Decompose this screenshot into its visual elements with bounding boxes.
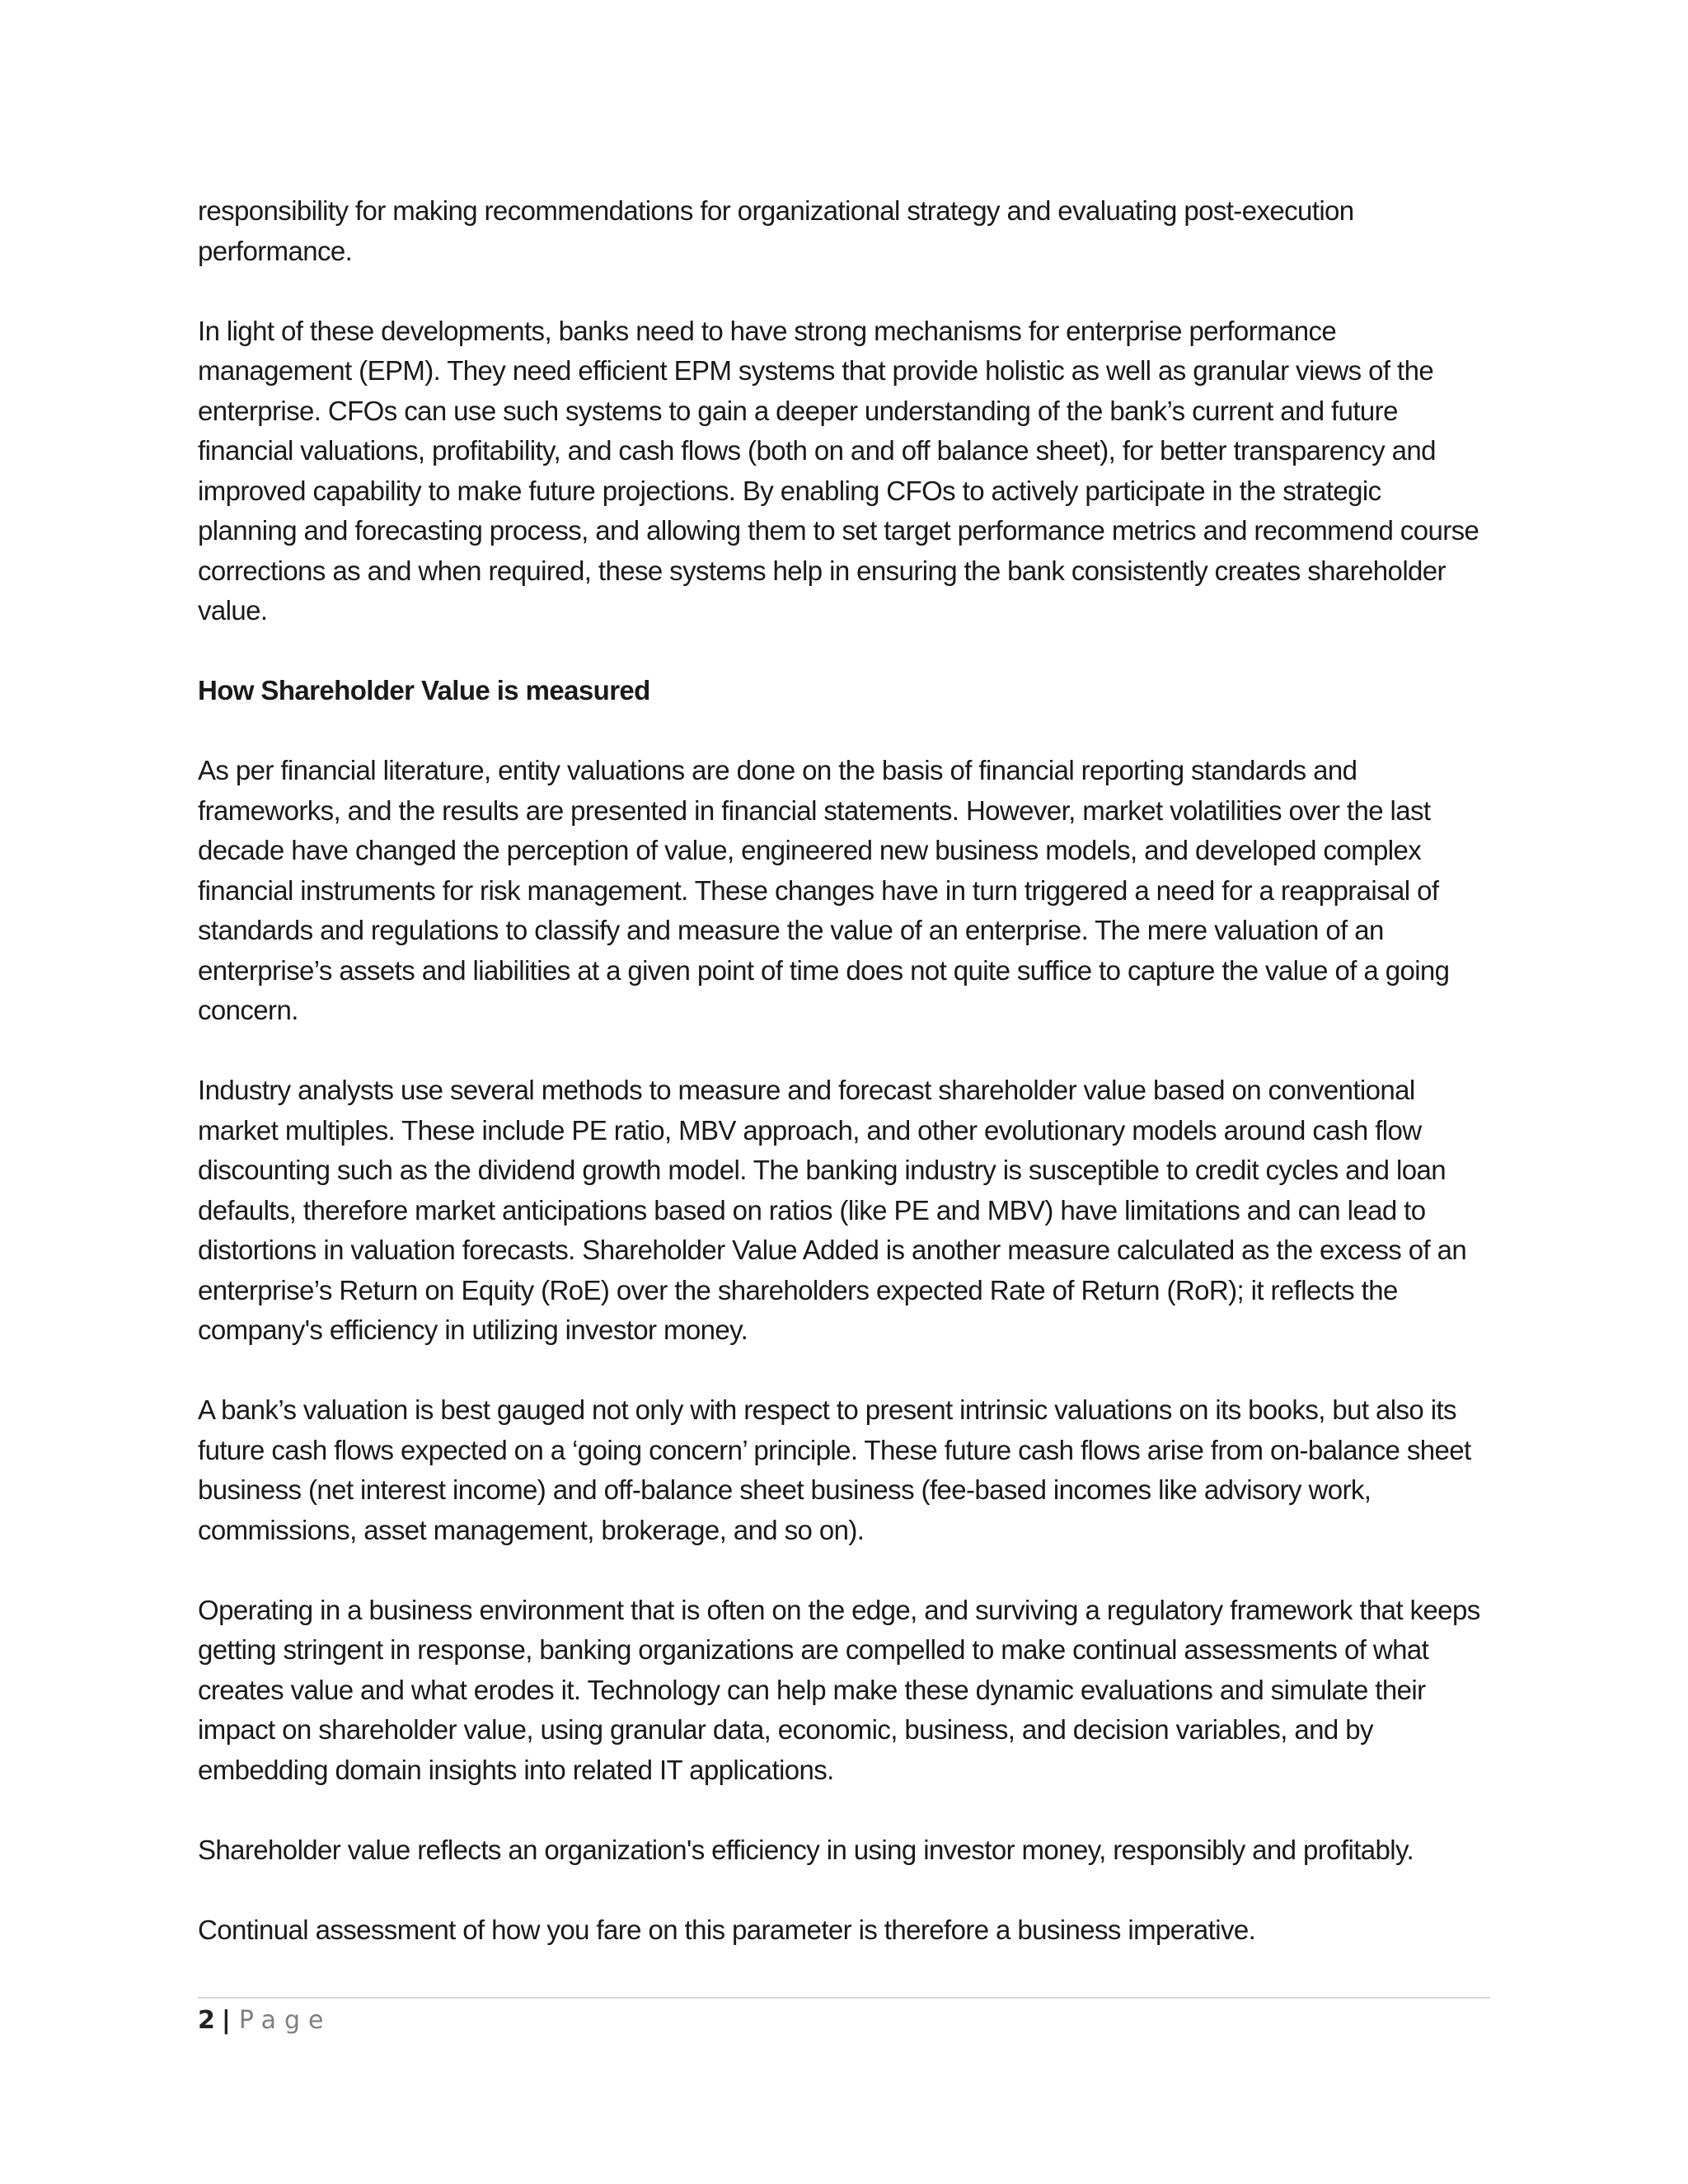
- footer-divider: [198, 1997, 1490, 1999]
- paragraph-shareholder-value: Shareholder value reflects an organization's efficiency in using investor money, responsibly and profitably.: [198, 1834, 1414, 1865]
- page-label: Page: [238, 2006, 332, 2035]
- paragraph-industry-analysts: Industry analysts use several methods to measure and forecast shareholder value based on conventional market multiples. These include PE ratio, MBV approach, and other evolutionary models around cash flow discounting such as the dividend growth model. The banking industry is susceptible to credit cycles and loan defaults, therefore market anticipations based on ratios (like PE and MBV) have limitations and can lead to distortions in valuation forecasts. Shareholder Value Added is another measure calculated as the excess of an enterprise’s Return on Equity (RoE) over the shareholders expected Rate of Return (RoR); it reflects the company's efficiency in utilizing investor money.: [198, 1075, 1467, 1345]
- paragraph-bank-valuation: A bank’s valuation is best gauged not only with respect to present intrinsic valuations on its books, but also its future cash flows expected on a ‘going concern’ principle. These future cash flows arise from on-balance sheet business (net interest income) and off-balance sheet business (fee-based incomes like advisory work, commissions, asset management, brokerage, and so on).: [198, 1394, 1471, 1545]
- paragraph-responsibility: responsibility for making recommendations for organizational strategy and evaluating post-execution performance.: [198, 195, 1354, 266]
- paragraph-continual-assessment: Continual assessment of how you fare on this parameter is therefore a business imperative.: [198, 1914, 1256, 1945]
- page-number: 2: [198, 2006, 215, 2035]
- paragraph-operating-environment: Operating in a business environment that is often on the edge, and surviving a regulatory framework that keeps getting stringent in response, banking organizations are compelled to make continual assessments of what creates value and what erodes it. Technology can help make these dynamic evaluations and simulate their impact on shareholder value, using granular data, economic, business, and decision variables, and by embedding domain insights into related IT applications.: [198, 1594, 1480, 1785]
- page-footer: [198, 2004, 331, 2037]
- section-heading: How Shareholder Value is measured: [198, 675, 650, 705]
- footer-separator: |: [221, 2006, 231, 2035]
- paragraph-financial-literature: As per financial literature, entity valuations are done on the basis of financial reporting standards and frameworks, and the results are presented in financial statements. However, market volatilities over the last decade have changed the perception of value, engineered new business models, and developed complex financial instruments for risk management. These changes have in turn triggered a need for a reappraisal of standards and regulations to classify and measure the value of an enterprise. The mere valuation of an enterprise’s assets and liabilities at a given point of time does not quite suffice to capture the value of a going concern.: [198, 755, 1450, 1025]
- document-body: [198, 191, 1484, 1990]
- paragraph-epm: In light of these developments, banks need to have strong mechanisms for enterprise performance management (EPM). They need efficient EPM systems that provide holistic as well as granular views of the enterprise. CFOs can use such systems to gain a deeper understanding of the bank’s current and future financial valuations, profitability, and cash flows (both on and off balance sheet), for better transparency and improved capability to make future projections. By enabling CFOs to actively participate in the strategic planning and forecasting process, and allowing them to set target performance metrics and recommend course corrections as and when required, these systems help in ensuring the bank consistently creates shareholder value.: [198, 315, 1479, 626]
